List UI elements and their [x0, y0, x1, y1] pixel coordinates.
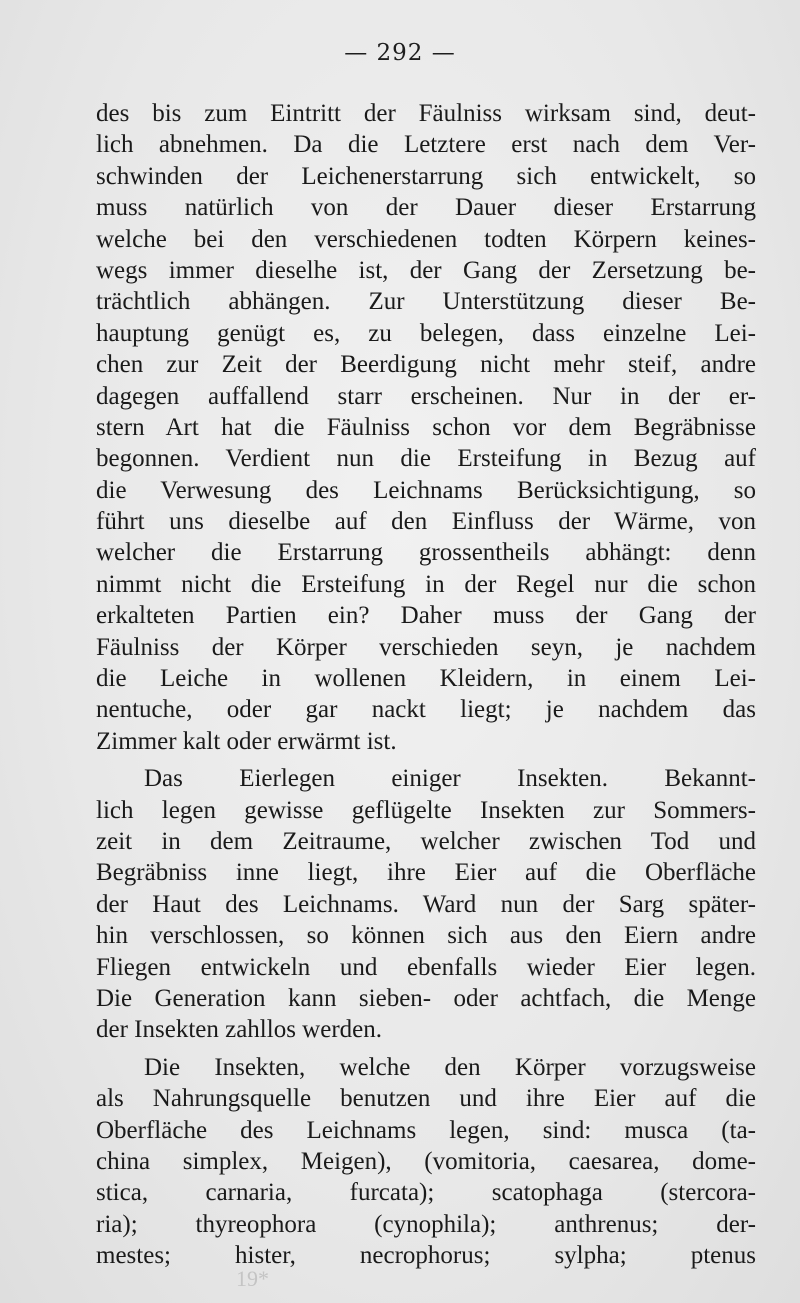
- text-line: Die Insekten, welche den Körper vorzugsweise: [144, 1053, 756, 1081]
- text-line: china simplex, Meigen), (vomitoria, caesarea, dome-: [96, 1147, 756, 1175]
- text-line: Oberfläche des Leichnams legen, sind: musca (ta-: [96, 1116, 756, 1144]
- text-line: erkalteten Partien ein? Daher muss der Gang der: [96, 602, 756, 630]
- text-line: die Verwesung des Leichnams Berücksichtigung, so: [96, 476, 756, 504]
- text-line: ria); thyreophora (cynophila); anthrenus; der-: [96, 1210, 756, 1238]
- text-line: nimmt nicht die Ersteifung in der Regel nur die schon: [96, 570, 756, 598]
- text-line: muss natürlich von der Dauer dieser Erstarrung: [96, 194, 756, 222]
- text-line: Zimmer kalt oder erwärmt ist.: [96, 727, 397, 755]
- text-line: Das Eierlegen einiger Insekten. Bekannt-: [144, 765, 756, 793]
- text-line: führt uns dieselbe auf den Einfluss der Wärme, von: [96, 508, 756, 536]
- text-line: lich legen gewisse geflügelte Insekten zur Sommers-: [96, 796, 756, 824]
- text-line: der Insekten zahllos werden.: [96, 1016, 382, 1044]
- text-line: schwinden der Leichenerstarrung sich entwickelt, so: [96, 162, 756, 190]
- text-line: hin verschlossen, so können sich aus den Eiern andre: [96, 922, 756, 950]
- text-line: wegs immer dieselhe ist, der Gang der Zersetzung be-: [96, 256, 756, 284]
- text-line: zeit in dem Zeitraume, welcher zwischen Tod und: [96, 827, 756, 855]
- text-line: des bis zum Eintritt der Fäulniss wirksam sind, deut-: [96, 100, 756, 127]
- text-line: hauptung genügt es, zu belegen, dass einzelne Lei-: [96, 319, 756, 347]
- text-line: stern Art hat die Fäulniss schon vor dem Begräbnisse: [96, 413, 756, 441]
- text-line: Die Generation kann sieben- oder achtfach, die Menge: [96, 984, 756, 1012]
- text-line: begonnen. Verdient nun die Ersteifung in Bezug auf: [96, 445, 756, 473]
- text-line: stica, carnaria, furcata); scatophaga (stercora-: [96, 1179, 756, 1207]
- text-line: chen zur Zeit der Beerdigung nicht mehr steif, andre: [96, 351, 756, 379]
- signature-mark: 19*: [236, 1266, 269, 1291]
- page-number: — 292 —: [344, 40, 456, 66]
- text-line: mestes; hister, necrophorus; sylpha; ptenus: [96, 1242, 756, 1270]
- text-line: nentuche, oder gar nackt liegt; je nachdem das: [96, 696, 756, 724]
- text-line: die Leiche in wollenen Kleidern, in einem Lei-: [96, 665, 756, 693]
- text-line: lich abnehmen. Da die Letztere erst nach dem Ver-: [96, 131, 756, 159]
- text-line: der Haut des Leichnams. Ward nun der Sarg später-: [96, 890, 756, 918]
- text-line: Fliegen entwickeln und ebenfalls wieder Eier legen.: [96, 953, 756, 981]
- text-line: welche bei den verschiedenen todten Körpern keines-: [96, 225, 756, 253]
- text-line: Fäulniss der Körper verschieden seyn, je nachdem: [96, 633, 756, 661]
- text-line: welcher die Erstarrung grossentheils abhängt: denn: [96, 539, 756, 567]
- text-line: Begräbniss inne liegt, ihre Eier auf die Oberfläche: [96, 859, 756, 887]
- text-line: als Nahrungsquelle benutzen und ihre Eier auf die: [96, 1085, 756, 1113]
- text-line: trächtlich abhängen. Zur Unterstützung dieser Be-: [96, 288, 756, 316]
- body-text: [96, 98, 756, 1271]
- text-line: dagegen auffallend starr erscheinen. Nur in der er-: [96, 382, 756, 410]
